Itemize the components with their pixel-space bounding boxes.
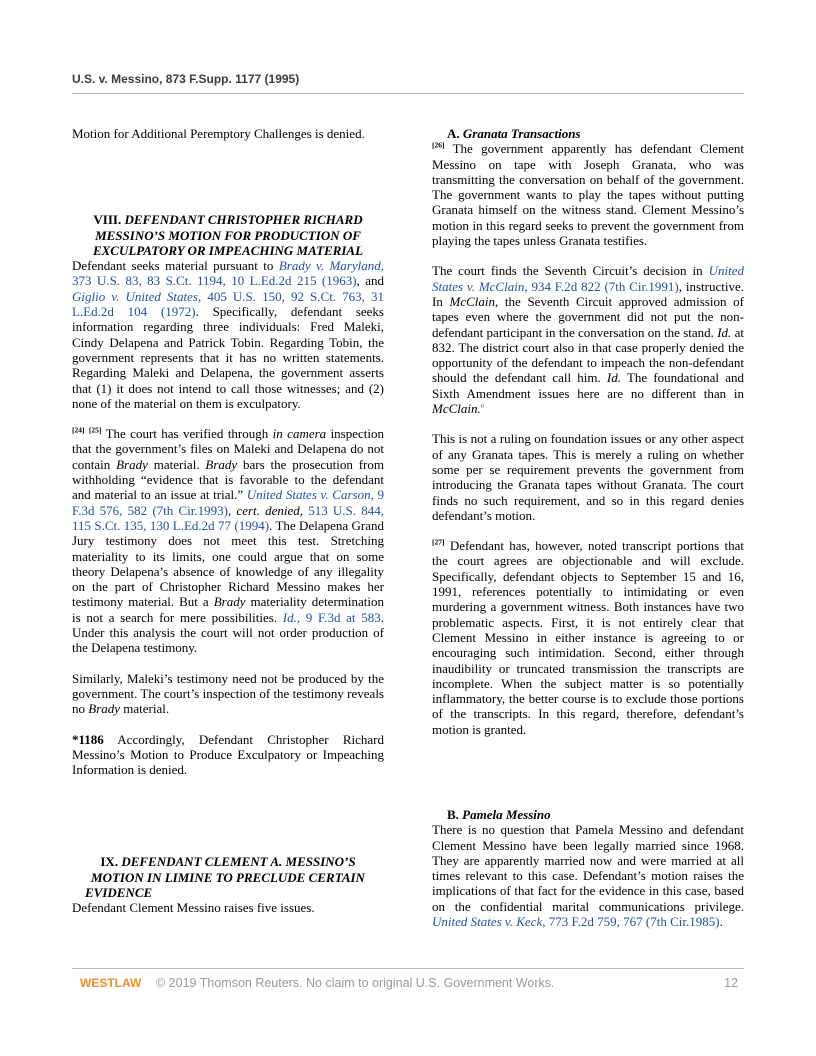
case-link-id[interactable]: Id., 9 F.3d at 583 xyxy=(282,609,381,625)
headnote-marker[interactable]: [26] xyxy=(432,140,445,150)
star-page-marker: *1186 xyxy=(72,731,104,747)
page-header-title: U.S. v. Messino, 873 F.Supp. 1177 (1995) xyxy=(72,72,300,86)
paragraph-brady-request: Defendant seeks material pursuant to Brady v. Maryland, 373 U.S. 83, 83 S.Ct. 1194, 10 L.Ed.2d 215 (1963), and Giglio v. United States, 405 U.S. 150, 92 S.Ct. 763, 31 L.Ed.2d 104 (1972). Specifically, defendant seeks information regarding three individuals: Fred Maleki, Cindy Delapena and Patrick Tobin. Regarding Tobin, the government represents that it has no written statements. Regarding Maleki and Delapena, the government asserts that (1) it does not intend to call those witnesses; and (2) none of the material on them is exculpatory. xyxy=(72,258,384,411)
footnote-link[interactable]: 6 xyxy=(480,402,484,410)
headnote-marker[interactable]: [25] xyxy=(88,425,102,435)
paragraph-granata-tapes: [26] The government apparently has defendant Clement Messino on tape with Joseph Granata, who was transmitting the conversation on behalf of the government. The government wants to play the tapes without putting Granata himself on the witness stand. Clement Messino’s motion in this regard seeks to prevent the government from playing the tapes unless Granata testifies. xyxy=(432,140,744,249)
paragraph-transcripts: [27] Defendant has, however, noted transcript portions that the court agrees are objectionable and will exclude. Specifically, defendant objects to September 15 and 16, 1991, references potentially to intimidating or even murdering a government witness. Both instances have two problematic aspects. First, it is not entirely clear that Clement Messino in either instance is agreeing to or encouraging such intimidation. Second, either through inaudibility or truncated transmission the transcripts are incomplete. When the subject matter is so potentially inflammatory, the better course is to exclude those portions of the transcripts. In this regard, therefore, defendant’s motion is granted. xyxy=(432,537,744,737)
paragraph-not-ruling: This is not a ruling on foundation issues or any other aspect of any Granata tapes. This is merely a ruling on whether some per se requirement prevents the government from introducing the Granata tapes without Granata. The court finds no such requirement, and so in this regard denies defendant’s motion. xyxy=(432,431,744,523)
paragraph-maleki: Similarly, Maleki’s testimony need not be produced by the government. The court’s inspection of the testimony reveals no Brady material. xyxy=(72,670,384,717)
footer-divider xyxy=(72,968,744,969)
subsection-heading-b: B. Pamela Messino xyxy=(447,806,551,822)
paragraph-in-camera: [24] [25] The court has verified through in camera inspection that the government’s files on Maleki and Delapena do not contain Brady material. Brady bars the prosecution from withholding “evidence that is favorable to the defendant and material to an issue at trial.” United States v. Carson, 9 F.3d 576, 582 (7th Cir.1993), cert. denied, 513 U.S. 844, 115 S.Ct. 135, 130 L.Ed.2d 77 (1994). The Delapena Grand Jury testimony does not meet this test. Stretching materiality to its limits, one could argue that on some theory Delapena’s absence of knowledge of any illegality on the part of Christopher Richard Messino makes her testimony material. But a Brady materiality determination is not a search for mere possibilities. Id., 9 F.3d at 583. Under this analysis the court will not order production of the Delapena testimony. xyxy=(72,425,385,656)
paragraph-denied: Motion for Additional Peremptory Challenges is denied. xyxy=(72,126,365,141)
page-number: 12 xyxy=(724,976,738,990)
paragraph-five-issues: Defendant Clement Messino raises five issues. xyxy=(72,900,315,916)
paragraph-accordingly: *1186 Accordingly, Defendant Christopher Richard Messino’s Motion to Produce Exculpatory or Impeaching Information is denied. xyxy=(72,731,384,778)
westlaw-logo: WESTLAW xyxy=(80,976,142,990)
headnote-marker[interactable]: [27] xyxy=(432,537,445,547)
case-link-brady[interactable]: Brady v. Maryland, 373 U.S. 83, 83 S.Ct. 1194, 10 L.Ed.2d 215 (1963) xyxy=(72,258,384,289)
case-link-mcclain[interactable]: United States v. McClain, 934 F.2d 822 (7th Cir.1991) xyxy=(432,263,744,294)
paragraph-mcclain: The court finds the Seventh Circuit’s decision in United States v. McClain, 934 F.2d 822 (7th Cir.1991), instructive. In McClain, the Seventh Circuit approved admission of tapes even where the government did not put the non-defendant participant in the conversation on the stand. Id. at 832. The district court also in that case properly denied the opportunity of the defendant to impeach the non-defendant should the defendant call him. Id. The foundational and Sixth Amendment issues here are no different than in McClain.$^6$ xyxy=(432,263,744,417)
paragraph-pamela: There is no question that Pamela Messino and defendant Clement Messino have been legally married since 1968. They are apparently married now and were married at all times relevant to this case. Defendant’s motion raises the implications of that fact for the evidence in this case, based on the confidential marital communications privilege. United States v. Keck, 773 F.2d 759, 767 (7th Cir.1985). xyxy=(432,822,744,930)
case-link-keck[interactable]: United States v. Keck, 773 F.2d 759, 767 (7th Cir.1985) xyxy=(432,914,720,930)
case-link-giglio[interactable]: Giglio v. United States, 405 U.S. 150, 92 S.Ct. 763, 31 L.Ed.2d 104 (1972) xyxy=(72,288,384,320)
right-column xyxy=(432,126,744,929)
left-column xyxy=(72,126,384,916)
section-heading-ix: IX. DEFENDANT CLEMENT A. MESSINO’S MOTION IN LIMINE TO PRECLUDE CERTAIN EVIDENCE xyxy=(85,854,365,900)
section-heading-viii: VIII. DEFENDANT CHRISTOPHER RICHARD MESSINO’S MOTION FOR PRODUCTION OF EXCULPATORY OR IMPEACHING MATERIAL xyxy=(92,212,364,258)
headnote-marker[interactable]: [24] xyxy=(72,425,85,435)
case-link-cert-denied[interactable]: 513 U.S. 844, 115 S.Ct. 135, 130 L.Ed.2d 77 (1994) xyxy=(72,502,384,533)
subsection-heading-a: A. Granata Transactions xyxy=(447,126,581,141)
copyright-notice: © 2019 Thomson Reuters. No claim to original U.S. Government Works. xyxy=(156,976,555,990)
header-divider xyxy=(72,93,744,94)
case-link-carson[interactable]: United States v. Carson, 9 F.3d 576, 582 (7th Cir.1993) xyxy=(72,487,384,518)
